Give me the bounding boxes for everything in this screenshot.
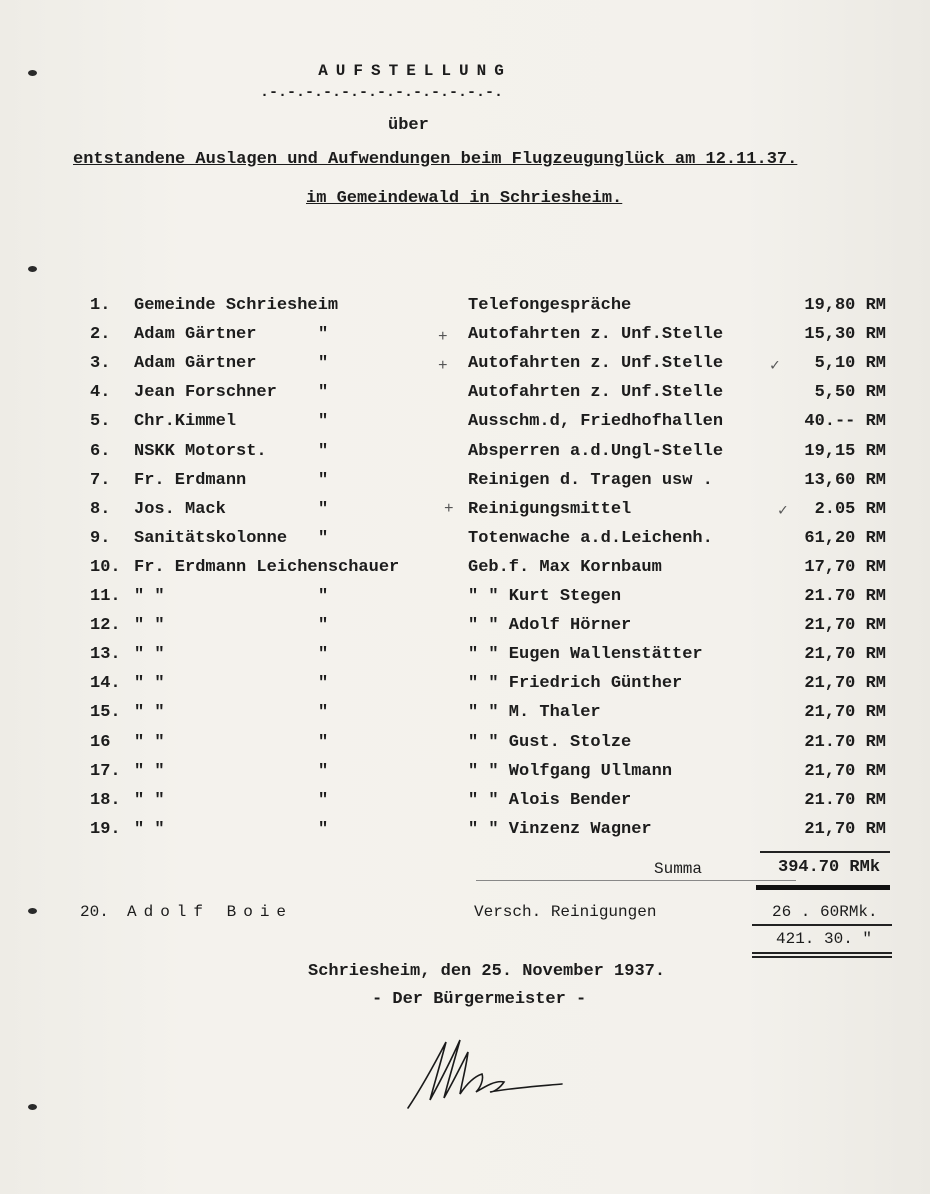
handwritten-tick-mark: + [438,328,448,346]
row-name: Adam Gärtner [134,354,257,374]
row-20-number: 20. [80,903,109,921]
row-description: Ausschm.d, Friedhofhallen [468,412,724,432]
row-description: Reinigen d. Tragen usw . [468,470,713,490]
row-ditto-mark: " [318,790,329,810]
row-number: 2. [90,325,111,345]
row-number: 10. [90,557,121,577]
row-description: Autofahrten z. Unf.Stelle [468,354,724,374]
row-number: 8. [90,499,111,519]
row-description: Absperren a.d.Ungl-Stelle [468,441,724,461]
row-description: " " Friedrich Günther [468,674,683,694]
handwritten-tick-mark: + [438,357,448,375]
row-20-amount: 26 . 60RMk. [772,903,878,921]
row-amount: 13,60 RM [804,470,886,490]
row-amount: 21,70 RM [804,703,886,723]
row-ditto-mark: " [318,703,329,723]
row-description: Totenwache a.d.Leichenh. [468,528,713,548]
row-ditto-mark: " [318,616,329,636]
total-double-underline [752,956,892,958]
row-amount: 19,80 RM [804,296,886,315]
summa-label: Summa [654,860,703,878]
row-name: " " [134,645,165,665]
row-description: Autofahrten z. Unf.Stelle [468,383,724,403]
row-amount: 21,70 RM [804,645,886,665]
row-ditto-mark: " [318,354,329,374]
row-ditto-mark: " [318,761,329,781]
row-number: 13. [90,645,121,665]
row-description: Reinigungsmittel [468,499,632,519]
row-description: Autofahrten z. Unf.Stelle [468,325,724,345]
summa-thick-underline [756,885,890,890]
punch-hole [28,266,37,272]
row-ditto-mark: " [318,383,329,403]
row-name: " " [134,819,165,839]
row-name: Jos. Mack [134,499,226,519]
row-amount: 21,70 RM [804,819,886,839]
row-ditto-mark: " [318,645,329,665]
row-amount: 21,70 RM [804,761,886,781]
handwritten-check-mark: ✓ [770,357,780,375]
row-name: " " [134,761,165,781]
row-name: Jean Forschner [134,383,277,403]
row-number: 6. [90,441,111,461]
row-amount: 19,15 RM [804,441,886,461]
row-description: " " Eugen Wallenstätter [468,645,703,665]
row-name: " " [134,616,165,636]
row-name: " " [134,674,165,694]
row-ditto-mark: " [318,325,329,345]
row-amount: 17,70 RM [804,557,886,577]
row-number: 5. [90,412,111,432]
subtitle-ueber: über [388,116,429,135]
row-description: " " Wolfgang Ullmann [468,761,673,781]
row-description: Telefongespräche [468,296,632,315]
row-description: " " Kurt Stegen [468,587,622,606]
row-number: 7. [90,470,111,490]
row-amount: 5,10 RM [814,354,886,374]
punch-hole [28,1104,37,1110]
row-name: Gemeinde Schriesheim [134,296,339,315]
row-number: 19. [90,819,121,839]
row-number: 11. [90,587,121,606]
row-number: 15. [90,703,121,723]
row-number: 3. [90,354,111,374]
row-number: 12. [90,616,121,636]
row-ditto-mark: " [318,499,329,519]
row-number: 1. [90,296,111,315]
row-amount: 21.70 RM [804,587,886,606]
row-amount: 21.70 RM [804,732,886,752]
row-name: Fr. Erdmann Leichenschauer [134,557,400,577]
row-amount: 61,20 RM [804,528,886,548]
row-number: 9. [90,528,111,548]
row-ditto-mark: " [318,528,329,548]
row-number: 4. [90,383,111,403]
place-and-date: Schriesheim, den 25. November 1937. [308,962,666,981]
row-name: Adam Gärtner [134,325,257,345]
row-name: Sanitätskolonne [134,528,288,548]
handwritten-check-mark: ✓ [778,502,788,520]
row-description: " " Gust. Stolze [468,732,632,752]
row-name: Fr. Erdmann [134,470,247,490]
handwritten-signature [400,1030,570,1120]
row-20-underline [752,924,892,926]
signatory-title: - Der Bürgermeister - [372,990,587,1009]
row-name: Chr.Kimmel [134,412,237,432]
row-description: " " Alois Bender [468,790,632,810]
row-number: 18. [90,790,121,810]
separator-line [476,880,796,881]
row-name: " " [134,703,165,723]
row-description: " " M. Thaler [468,703,601,723]
row-name: " " [134,732,165,752]
punch-hole [28,908,37,914]
row-description: " " Adolf Hörner [468,616,632,636]
subtitle-line-1: entstandene Auslagen und Aufwendungen beim Flugzeugunglück am 12.11.37. [73,150,798,169]
title-underline-dashes: .-.-.-.-.-.-.-.-.-.-.-.-.-. [260,84,504,101]
grand-total: 421. 30. " [776,930,873,948]
row-ditto-mark: " [318,470,329,490]
row-description: " " Vinzenz Wagner [468,819,652,839]
total-double-underline [752,952,892,954]
row-description: Geb.f. Max Kornbaum [468,557,662,577]
document-title: AUFSTELLUNG [318,62,512,80]
subtitle-line-2: im Gemeindewald in Schriesheim. [306,189,623,208]
handwritten-tick-mark: + [444,500,454,518]
row-name: NSKK Motorst. [134,441,267,461]
row-20-description: Versch. Reinigungen [474,903,657,921]
row-20-name: Adolf Boie [127,903,294,921]
row-amount: 21,70 RM [804,674,886,694]
row-ditto-mark: " [318,674,329,694]
row-ditto-mark: " [318,412,329,432]
row-amount: 21.70 RM [804,790,886,810]
row-amount: 5,50 RM [814,383,886,403]
row-number: 14. [90,674,121,694]
row-ditto-mark: " [318,587,329,606]
amount-column-underline [760,851,890,853]
row-ditto-mark: " [318,441,329,461]
row-amount: 21,70 RM [804,616,886,636]
row-ditto-mark: " [318,819,329,839]
row-amount: 2.05 RM [814,499,886,519]
row-amount: 40.-- RM [804,412,886,432]
row-name: " " [134,790,165,810]
row-name: " " [134,587,165,606]
row-number: 17. [90,761,121,781]
row-number: 16 [90,732,111,752]
row-ditto-mark: " [318,732,329,752]
summa-value: 394.70 RMk [778,858,881,877]
row-amount: 15,30 RM [804,325,886,345]
